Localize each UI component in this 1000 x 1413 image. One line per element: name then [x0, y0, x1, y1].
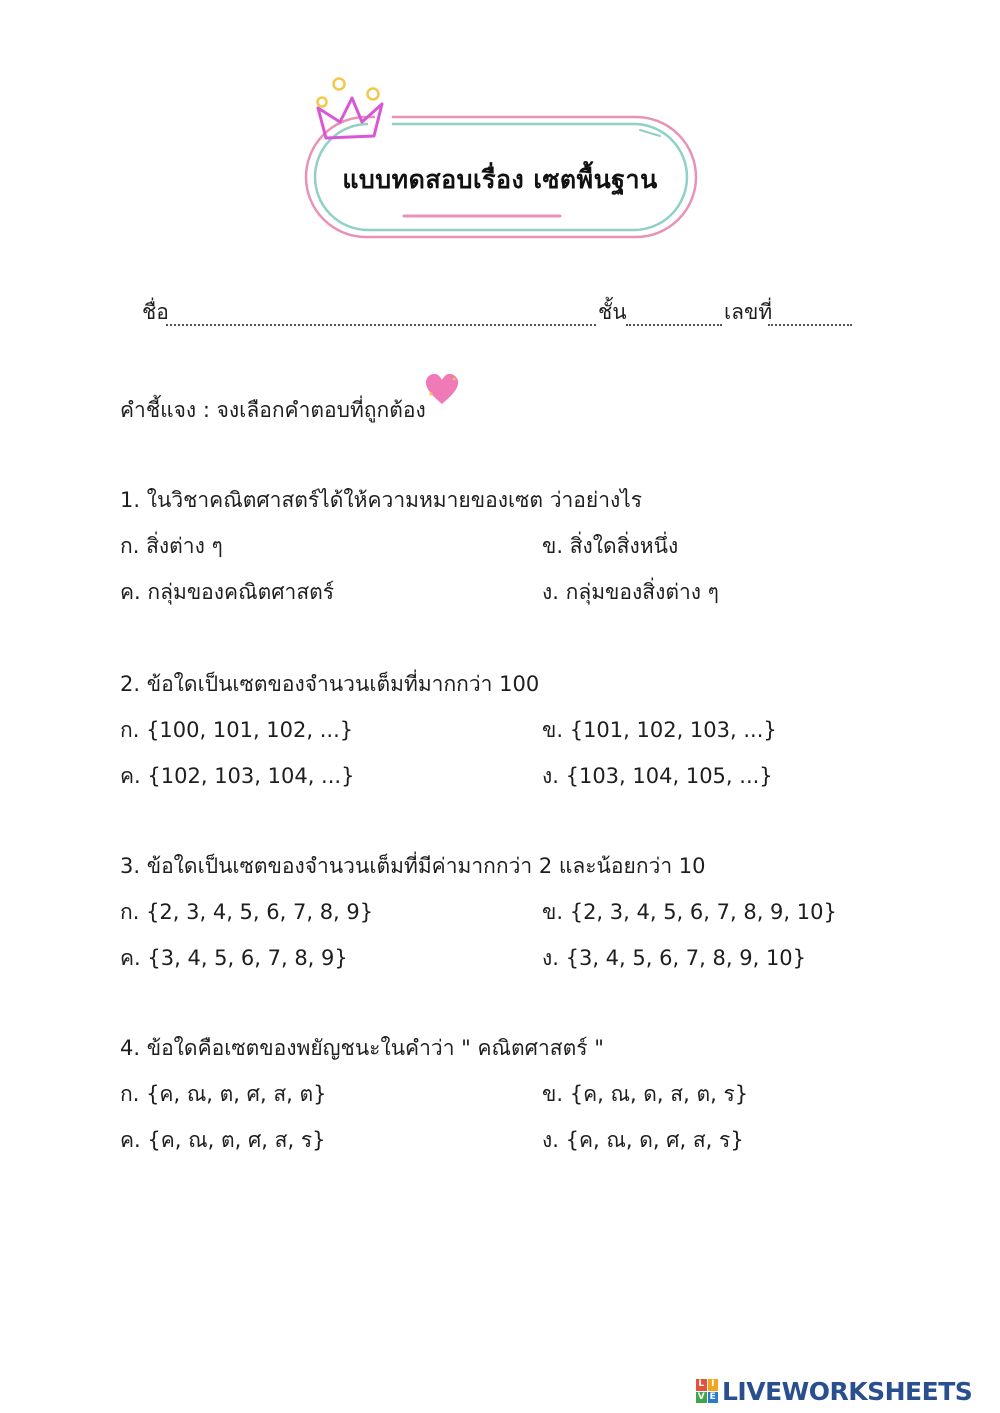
name-field[interactable]	[166, 324, 596, 326]
number-field[interactable]	[768, 324, 852, 326]
q4-option-c[interactable]: ค. {ค, ณ, ต, ศ, ส, ร}	[120, 1128, 326, 1152]
liveworksheets-logo[interactable]	[696, 1376, 972, 1406]
question-1: 1. ในวิชาคณิตศาสตร์ได้ให้ความหมายของเซต ว่าอย่างไร	[120, 488, 643, 512]
heart-icon	[424, 372, 460, 406]
q3-option-d[interactable]: ง. {3, 4, 5, 6, 7, 8, 9, 10}	[542, 946, 807, 970]
class-field[interactable]	[626, 324, 722, 326]
q2-option-c[interactable]: ค. {102, 103, 104, ...}	[120, 764, 355, 788]
class-label: ชั้น	[598, 300, 627, 324]
q3-option-b[interactable]: ข. {2, 3, 4, 5, 6, 7, 8, 9, 10}	[542, 900, 837, 924]
logo-mark-i: I	[708, 1379, 719, 1391]
instruction-text: คำชี้แจง : จงเลือกคำตอบที่ถูกต้อง	[120, 398, 426, 422]
q4-option-b[interactable]: ข. {ค, ณ, ด, ส, ต, ร}	[542, 1082, 749, 1106]
q3-option-a[interactable]: ก. {2, 3, 4, 5, 6, 7, 8, 9}	[120, 900, 374, 924]
q4-option-d[interactable]: ง. {ค, ณ, ด, ศ, ส, ร}	[542, 1128, 744, 1152]
question-2: 2. ข้อใดเป็นเซตของจำนวนเต็มที่มากกว่า 100	[120, 672, 540, 696]
liveworksheets-logo-icon	[696, 1379, 718, 1403]
q2-option-a[interactable]: ก. {100, 101, 102, ...}	[120, 718, 354, 742]
question-3: 3. ข้อใดเป็นเซตของจำนวนเต็มที่มีค่ามากกว่า 2 และน้อยกว่า 10	[120, 854, 706, 878]
title-frame	[0, 0, 1000, 260]
q1-option-c[interactable]: ค. กลุ่มของคณิตศาสตร์	[120, 580, 335, 604]
logo-mark-l: L	[696, 1379, 707, 1391]
worksheet-title: แบบทดสอบเรื่อง เซตพื้นฐาน	[342, 165, 658, 194]
q1-option-b[interactable]: ข. สิ่งใดสิ่งหนึ่ง	[542, 534, 679, 558]
number-label: เลขที่	[724, 300, 773, 324]
q2-option-b[interactable]: ข. {101, 102, 103, ...}	[542, 718, 777, 742]
q2-option-d[interactable]: ง. {103, 104, 105, ...}	[542, 764, 773, 788]
q1-option-a[interactable]: ก. สิ่งต่าง ๆ	[120, 534, 223, 558]
crown-icon	[318, 79, 383, 139]
logo-mark-e: E	[708, 1392, 719, 1404]
logo-mark-v: V	[697, 1391, 705, 1402]
q4-option-a[interactable]: ก. {ค, ณ, ต, ศ, ส, ต}	[120, 1082, 327, 1106]
name-label: ชื่อ	[142, 300, 169, 324]
q1-option-d[interactable]: ง. กลุ่มของสิ่งต่าง ๆ	[542, 580, 719, 604]
q3-option-c[interactable]: ค. {3, 4, 5, 6, 7, 8, 9}	[120, 946, 348, 970]
question-4: 4. ข้อใดคือเซตของพยัญชนะในคำว่า " คณิตศาสตร์ "	[120, 1036, 604, 1060]
logo-text: LIVEWORKSHEETS	[722, 1376, 973, 1406]
